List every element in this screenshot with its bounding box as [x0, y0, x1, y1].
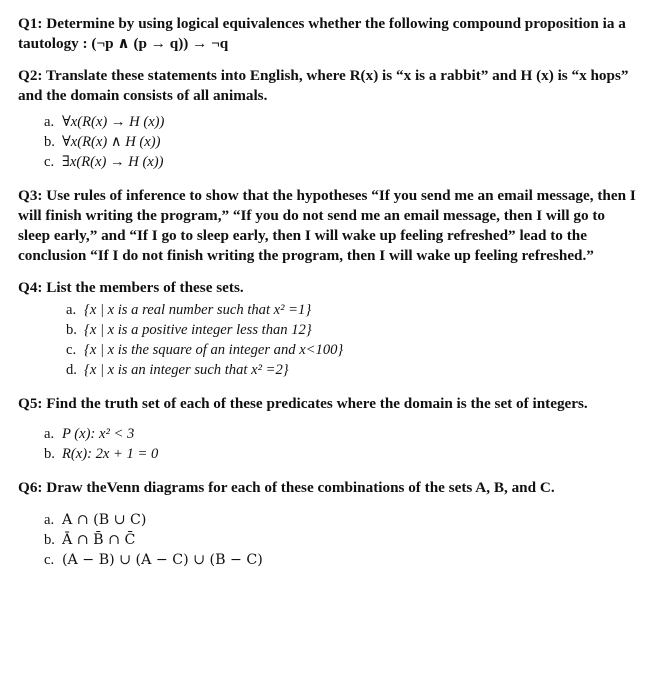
question-5: Q5: Find the truth set of each of these predicates where the domain is the set of integers. [18, 395, 588, 412]
list-item [44, 132, 636, 152]
item-marker: b. [44, 134, 55, 150]
item-marker: c. [66, 342, 77, 358]
list-item [66, 360, 636, 380]
list-item [66, 300, 636, 320]
item-text: {x | x is a positive integer less than 12} [84, 322, 312, 338]
item-text: {x | x is the square of an integer and x<100} [84, 342, 344, 358]
item-text: Ā ∩ B̄ ∩ C̄ [62, 532, 136, 548]
item-marker: c. [44, 552, 55, 568]
item-marker: c. [44, 154, 55, 170]
list-item [44, 550, 636, 570]
question-4: Q4: List the members of these sets. [18, 279, 244, 296]
item-text: A ∩ (B ∪ C) [62, 512, 147, 528]
question-2: Q2: Translate these statements into English, where R(x) is “x is a rabbit” and H (x) is “x hops” and the domain consists of all animals. [18, 67, 629, 104]
list-item [44, 424, 636, 444]
item-text: (A − B) ∪ (A − C) ∪ (B − C) [62, 552, 263, 568]
item-text: P (x): x² < 3 [62, 426, 135, 442]
item-text: R(x): 2x + 1 = 0 [62, 446, 159, 462]
item-marker: a. [44, 114, 55, 130]
list-item [66, 320, 636, 340]
item-marker: a. [44, 512, 55, 528]
list-item [44, 510, 636, 530]
question-6-list [18, 510, 636, 570]
item-marker: b. [44, 446, 55, 462]
item-text: {x | x is a real number such that x² =1} [84, 302, 312, 318]
list-item [44, 530, 636, 550]
item-marker: d. [66, 362, 77, 378]
item-text: ∀x(R(x) ∧ H (x)) [62, 134, 161, 150]
item-text: ∀x(R(x) → H (x)) [62, 114, 165, 130]
list-item [44, 112, 636, 132]
item-text: {x | x is an integer such that x² =2} [84, 362, 289, 378]
item-marker: b. [44, 532, 55, 548]
list-item [44, 152, 636, 172]
item-text: ∃x(R(x) → H (x)) [62, 154, 164, 170]
question-2-list [18, 112, 636, 172]
question-1: Q1: Determine by using logical equivalences whether the following compound proposition ia a tautology : (¬p ∧ (p → q)) → ¬q [18, 15, 626, 52]
question-5-list [18, 424, 636, 464]
item-marker: a. [66, 302, 77, 318]
list-item [44, 444, 636, 464]
item-marker: b. [66, 322, 77, 338]
list-item [66, 340, 636, 360]
question-6: Q6: Draw theVenn diagrams for each of these combinations of the sets A, B, and C. [18, 479, 555, 496]
question-4-list [18, 300, 636, 380]
question-3: Q3: Use rules of inference to show that the hypotheses “If you send me an email message, then I will finish writing the program,” “If you do not send me an email message, then I will go to sleep early,” and “If I go to sleep early, then I will wake up feeling refreshed” lead to the conclusion “If I do not finish writing the program, then I will wake up feeling refreshed.” [18, 187, 636, 264]
item-marker: a. [44, 426, 55, 442]
